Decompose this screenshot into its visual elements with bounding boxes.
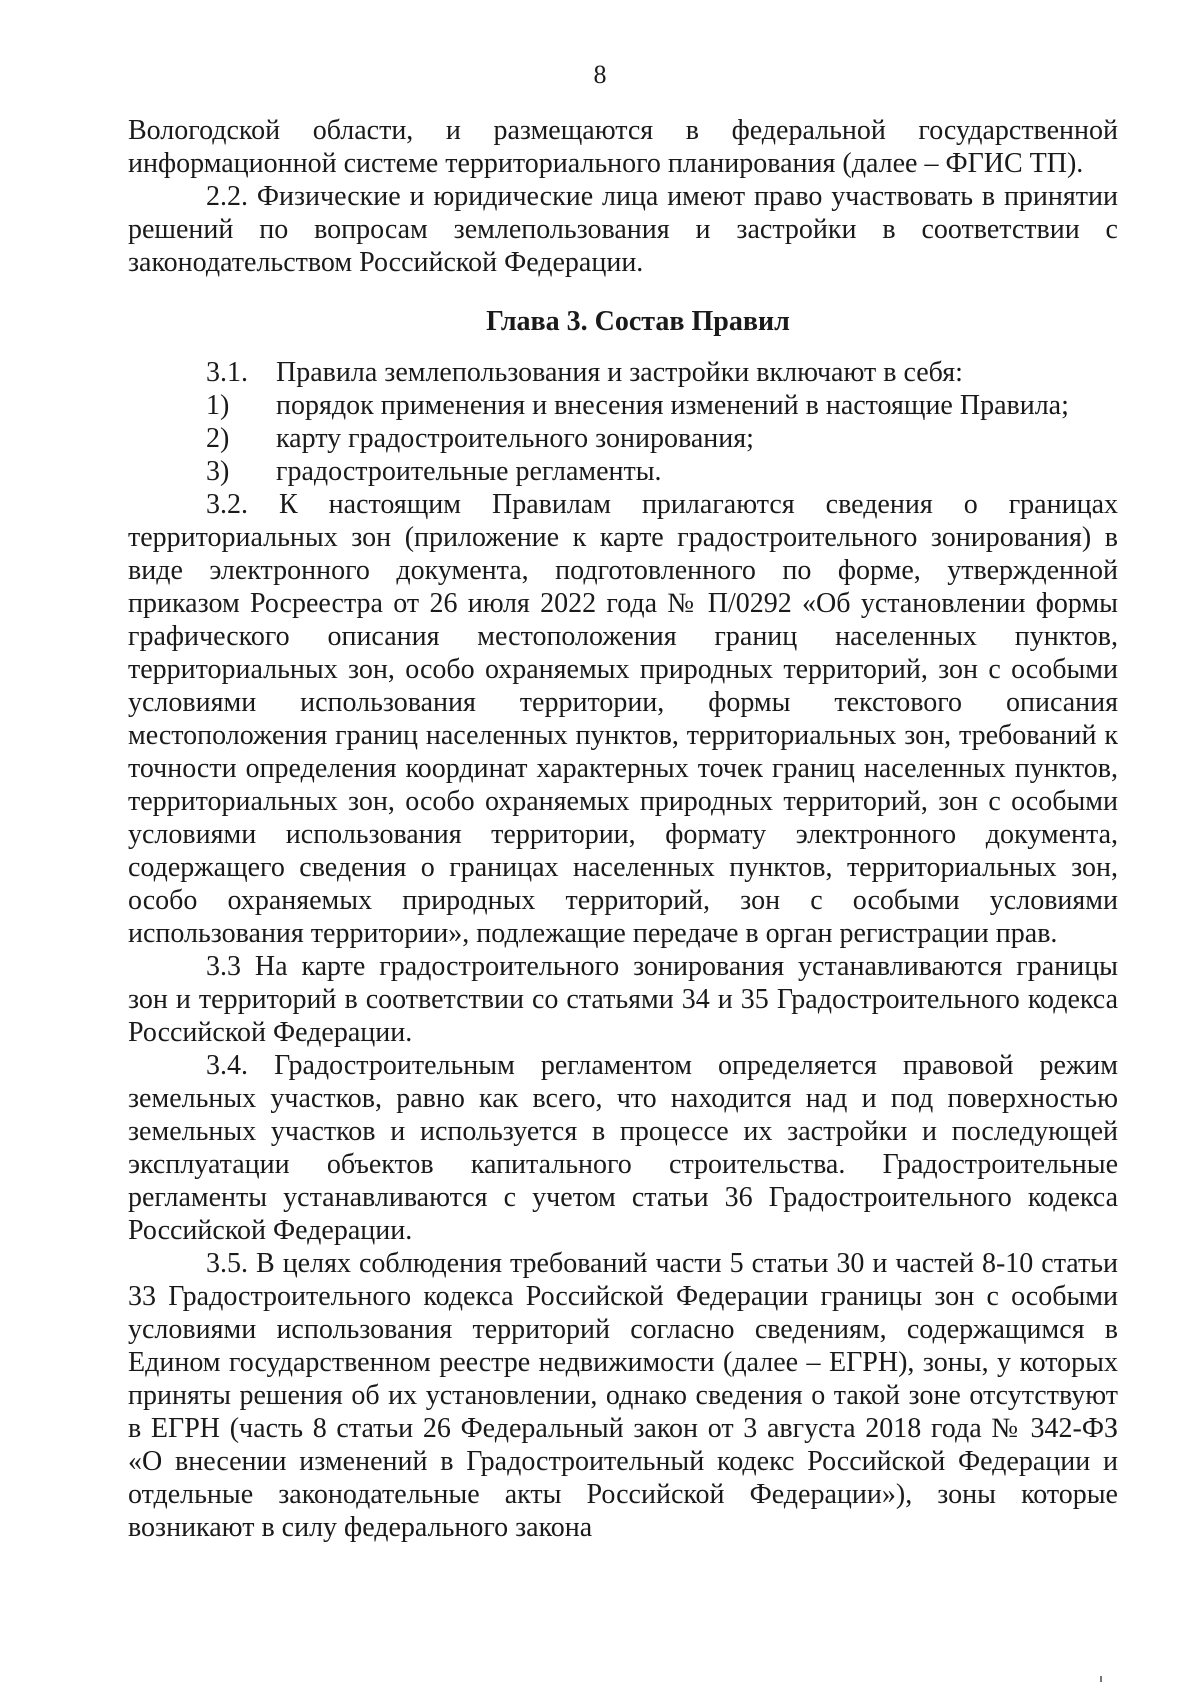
- document-body: [128, 114, 1118, 1544]
- paragraph: 2.2. Физические и юридические лица имеют право участвовать в принятии решений по вопросам землепользования и застройки в соответствии с законодательством Российской Федерации.: [128, 181, 1118, 278]
- list-item: [128, 389, 1118, 422]
- paragraph: 3.4. Градостроительным регламентом определяется правовой режим земельных участков, равно как всего, что находится над и под поверхностью земельных участков и используется в процессе их застройки и последующей эксплуатации объектов капитального строительства. Градостроительные регламенты устанавливаются с учетом статьи 36 Градостроительного кодекса Российской Федерации.: [128, 1050, 1118, 1246]
- paragraph: 3.5. В целях соблюдения требований части 5 статьи 30 и частей 8-10 статьи 33 Градостроительного кодекса Российской Федерации границы зон с особыми условиями использования территорий согласно сведениям, содержащимся в Едином государственном реестре недвижимости (далее – ЕГРН), зоны, у которых приняты решения об их установлении, однако сведения о такой зоне отсутствуют в ЕГРН (часть 8 статьи 26 Федеральный закон от 3 августа 2018 года № 342-ФЗ «О внесении изменений в Градостроительный кодекс Российской Федерации и отдельные законодательные акты Российской Федерации»), зоны которые возникают в силу федерального закона: [128, 1248, 1118, 1543]
- paragraph: 3.2. К настоящим Правилам прилагаются сведения о границах территориальных зон (приложение к карте градостроительного зонирования) в виде электронного документа, подготовленного по форме, утвержденной приказом Росреестра от 26 июля 2022 года № П/0292 «Об установлении формы графического описания местоположения границ населенных пунктов, территориальных зон, особо охраняемых природных территорий, зон с особыми условиями использования территории, формы текстового описания местоположения границ населенных пунктов, территориальных зон, требований к точности определения координат характерных точек границ населенных пунктов, территориальных зон, особо охраняемых природных территорий, зон с особыми условиями использования территории, формату электронного документа, содержащего сведения о границах населенных пунктов, территориальных зон, особо охраняемых природных территорий, зон с особыми условиями использования территории», подлежащие передаче в орган регистрации прав.: [128, 489, 1118, 949]
- list-item-text: карту градостроительного зонирования;: [276, 423, 754, 454]
- paragraph: 3.3 На карте градостроительного зонирования устанавливаются границы зон и территорий в соответствии со статьями 34 и 35 Градостроительного кодекса Российской Федерации.: [128, 951, 1118, 1048]
- list-item-text: Правила землепользования и застройки включают в себя:: [276, 357, 963, 388]
- list-item-number: 3): [206, 456, 230, 487]
- list-item-number: 2): [206, 423, 230, 454]
- chapter-title: Глава 3. Состав Правил: [486, 306, 790, 337]
- list-item: [128, 356, 1118, 389]
- paragraph: Вологодской области, и размещаются в федеральной государственной информационной системе территориального планирования (далее – ФГИС ТП).: [128, 115, 1118, 179]
- page-number: 8: [593, 60, 607, 89]
- list-item-number: 3.1.: [206, 357, 248, 388]
- list-item: [128, 422, 1118, 455]
- list-item: [128, 455, 1118, 488]
- scan-mark: [1100, 1676, 1102, 1682]
- list-item-text: порядок применения и внесения изменений в настоящие Правила;: [276, 390, 1069, 421]
- list-item-number: 1): [206, 390, 230, 421]
- list-item-text: градостроительные регламенты.: [276, 456, 662, 487]
